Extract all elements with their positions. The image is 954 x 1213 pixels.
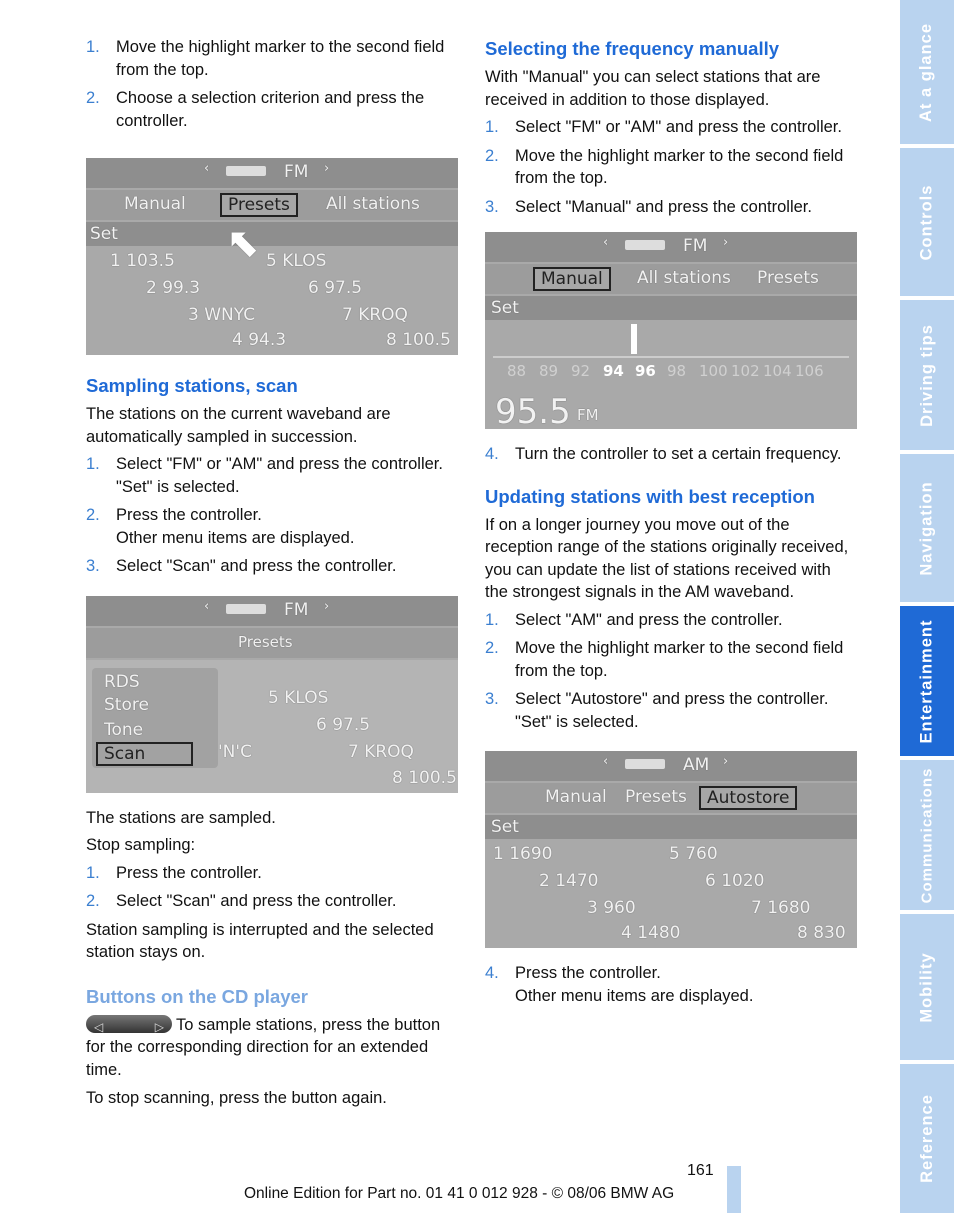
radio-screenshot-manual: ‹ FM › Manual All stations Presets Set 88 89 92 94 96 98 100 102 104 106 95.5 FM (485, 232, 857, 429)
pointer-arrow-icon: ⬉ (226, 220, 260, 266)
list-item: 1. Select "FM" or "AM" and press the controller. (485, 118, 842, 136)
left-column: 1. Move the highlight marker to the second field from the top. 2. Choose a selection criterion and press the controller. ‹ FM › Manual Presets All stations Set ⬉ 1 103.5 5 KLOS 2 99.3 6 97.5 3 WNYC 7 KROQ 4 94.3 8 100.5 Sampling stations, scan The stations on the current waveband are automatically sampled in succession. 1. Select "FM" or "AM" and press the controller. "Set" is selected. 2. Press the controller. Other menu items are displayed. 3. Select "Scan" and press the controller. ‹ FM › Presets 5 KLOS 6 97.5 'N'C 7 KROQ 8 100.5 RDS Store Tone Scan The stations are sampled. Stop sampling: 1. Press the controller. 2. Select "Scan" and press the controller. Station sampling is interrupted and the selected station stays on. Buttons on the CD player ◁ ▷ To sample stations, press the button for the corresponding direction for an extended time. To stop scanning, press the button again. (86, 38, 457, 1107)
list-item: 3. Select "Scan" and press the controller. (86, 557, 397, 575)
chapter-sidebar (900, 0, 954, 1213)
scale-label: 89 (539, 362, 559, 380)
scale-label: 102 (731, 362, 760, 380)
station-icon (226, 166, 266, 176)
tab-entertainment[interactable]: Entertainment (900, 606, 954, 756)
scale-label: 106 (795, 362, 824, 380)
tuning-marker (631, 324, 637, 354)
scale-label: 92 (571, 362, 591, 380)
scale-label: 94 (603, 362, 624, 380)
list-item: 3. Select "Autostore" and press the controller. "Set" is selected. (485, 690, 829, 731)
frequency-scale (507, 362, 847, 382)
scale-label: 96 (635, 362, 656, 380)
list-item: 2. Move the highlight marker to the second field from the top. (485, 639, 844, 680)
list-item: 4. Turn the controller to set a certain frequency. (485, 445, 842, 463)
cd-seek-button-icon: ◁ ▷ (86, 1015, 172, 1033)
station-icon (625, 240, 665, 250)
tab-driving-tips[interactable]: Driving tips (900, 300, 954, 450)
list-item: 1. Select "FM" or "AM" and press the controller. "Set" is selected. (86, 455, 443, 496)
section-heading: Buttons on the CD player (86, 985, 309, 1007)
scale-label: 100 (699, 362, 728, 380)
page-marker (727, 1166, 741, 1213)
tab-reference[interactable]: Reference (900, 1064, 954, 1213)
list-item: 2. Choose a selection criterion and press the controller. (86, 89, 425, 130)
station-icon (625, 759, 665, 769)
list-item: 1. Move the highlight marker to the second field from the top. (86, 38, 445, 79)
radio-screenshot-presets: ‹ FM › Manual Presets All stations Set ⬉ 1 103.5 5 KLOS 2 99.3 6 97.5 3 WNYC 7 KROQ 4 94.3 8 100.5 (86, 158, 458, 355)
tab-controls[interactable]: Controls (900, 148, 954, 296)
list-item: 1. Press the controller. (86, 863, 262, 882)
section-heading: Sampling stations, scan (86, 375, 298, 396)
scale-label: 104 (763, 362, 792, 380)
radio-screenshot-autostore: ‹ AM › Manual Presets Autostore Set 1 1690 5 760 2 1470 6 1020 3 960 7 1680 4 1480 8 830 (485, 751, 857, 948)
tab-navigation[interactable]: Navigation (900, 454, 954, 602)
list-item: 1. Select "AM" and press the controller. (485, 610, 783, 629)
tab-communications[interactable]: Communications (900, 760, 954, 910)
radio-screenshot-scan-menu: ‹ FM › Presets 5 KLOS 6 97.5 'N'C 7 KROQ 8 100.5 RDS Store Tone Scan (86, 596, 458, 793)
list-item: 2. Press the controller. Other menu items are displayed. (86, 506, 355, 547)
footer: Online Edition for Part no. 01 41 0 012 928 - © 08/06 BMW AG (244, 1185, 675, 1202)
list-item: 2. Select "Scan" and press the controller. (86, 892, 397, 910)
list-item: 4. Press the controller. Other menu items are displayed. (485, 964, 754, 1005)
right-column: Selecting the frequency manually With "Manual" you can select stations that are received in addition to those displayed. 1. Select "FM" or "AM" and press the controller. 2. Move the highlight marker to the second field from the top. 3. Select "Manual" and press the controller. ‹ FM › Manual All stations Presets Set 88 89 92 94 96 98 100 102 104 106 95.5 FM 4. Turn the controller to set a certain frequency. Updating stations with best reception If on a longer journey you move out of the reception range of the stations originally received, you can update the list of stations received with the strongest signals in the AM waveband. 1. Select "AM" and press the controller. 2. Move the highlight marker to the second field from the top. 3. Select "Autostore" and press the controller. "Set" is selected. ‹ AM › Manual Presets Autostore Set 1 1690 5 760 2 1470 6 1020 3 960 7 1680 4 1480 8 830 4. Press the controller. Other menu items are displayed. (485, 36, 857, 1013)
station-icon (226, 604, 266, 614)
tab-at-a-glance[interactable]: At a glance (900, 0, 954, 144)
list-item: 2. Move the highlight marker to the second field from the top. (485, 146, 844, 187)
scale-label: 88 (507, 362, 527, 380)
list-item: 3. Select "Manual" and press the controller. (485, 197, 812, 216)
tab-mobility[interactable]: Mobility (900, 914, 954, 1060)
page-number: 161 (687, 1162, 714, 1179)
scale-label: 98 (667, 362, 687, 380)
section-heading: Selecting the frequency manually (485, 38, 780, 59)
section-heading: Updating stations with best reception (485, 485, 815, 507)
